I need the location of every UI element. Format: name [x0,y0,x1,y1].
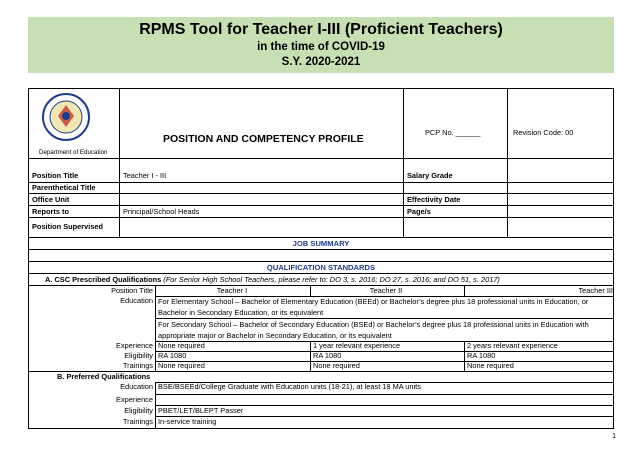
office-unit-label: Office Unit [32,195,70,204]
experience-teacher-3: 2 years relevant experience [467,341,558,350]
position-title-label: Position Title [32,171,79,180]
position-title-value: Teacher I - III [123,171,167,180]
eligibility-teacher-1: RA 1080 [158,351,187,360]
department-label: Department of Education [39,149,108,156]
trainings-teacher-2: None required [313,361,360,370]
document-title: RPMS Tool for Teacher I-III (Proficient Teachers) [139,21,503,38]
deped-seal-icon [41,92,91,142]
page-number: 1 [612,433,616,440]
eligibility-teacher-3: RA 1080 [467,351,496,360]
preferred-eligibility-label: Eligibility [124,406,153,415]
reports-to-value: Principal/School Heads [123,207,200,216]
parenthetical-title-label: Parenthetical Title [32,183,96,192]
trainings-teacher-1: None required [158,361,205,370]
qs-position-title-label: Position Title [111,286,153,295]
trainings-teacher-3: None required [467,361,514,370]
preferred-heading: B. Preferred Qualifications [57,372,151,381]
job-summary-heading: JOB SUMMARY [292,239,350,248]
reports-to-label: Reports to [32,207,69,216]
position-supervised-label: Position Supervised [32,222,104,231]
competency-profile-form [28,88,614,429]
column-teacher-3: Teacher III [578,286,613,295]
eligibility-teacher-2: RA 1080 [313,351,342,360]
experience-teacher-1: None required [158,341,205,350]
csc-heading [45,275,500,285]
preferred-education-label: Education [120,382,153,391]
pcp-number: PCP No. ______ [425,128,481,137]
experience-teacher-2: 1 year relevant experience [313,341,401,350]
education-elementary: For Elementary School – Bachelor of Elementary Education (BEEd) or Bachelor’s degree plus 18 professional units in Education, or Bachelor in Secondary Education, or its equivalent [158,297,589,317]
school-year: S.Y. 2020-2021 [281,56,361,68]
preferred-trainings-label: Trainings [122,417,153,426]
qs-education-label: Education [120,296,153,305]
qs-trainings-label: Trainings [122,361,153,370]
profile-title: POSITION AND COMPETENCY PROFILE [163,133,364,145]
title-banner [28,17,614,73]
qs-experience-label: Experience [116,341,153,350]
education-secondary: For Secondary School – Bachelor of Secondary Education (BSEd) or Bachelor’s degree plus 18 professional units in Education with appropriate major or Bachelor in Secondary Education, or its equivalent [158,320,589,340]
document-subtitle: in the time of COVID-19 [257,41,385,53]
preferred-education-value: BSE/BSEEd/College Graduate with Education units (18-21), at least 18 MA units [158,382,421,391]
revision-code: Revision Code: 00 [513,128,574,137]
preferred-trainings-value: In-service training [158,417,217,426]
pages-label: Page/s [407,207,431,216]
salary-grade-label: Salary Grade [407,171,453,180]
column-teacher-1: Teacher I [216,286,248,295]
csc-note: (For Senior High School Teachers, please refer to: DO 3, s. 2016; DO 27, s. 2016; and DO 51, s. 2017) [163,275,500,284]
column-teacher-2: Teacher II [369,286,403,295]
qs-eligibility-label: Eligibility [124,351,153,360]
preferred-experience-label: Experience [116,395,153,404]
preferred-eligibility-value: PBET/LET/BLEPT Passer [158,406,244,415]
csc-heading-text: A. CSC Prescribed Qualifications [45,275,162,284]
effectivity-date-label: Effectivity Date [407,195,461,204]
qualification-standards-heading: QUALIFICATION STANDARDS [266,263,376,272]
